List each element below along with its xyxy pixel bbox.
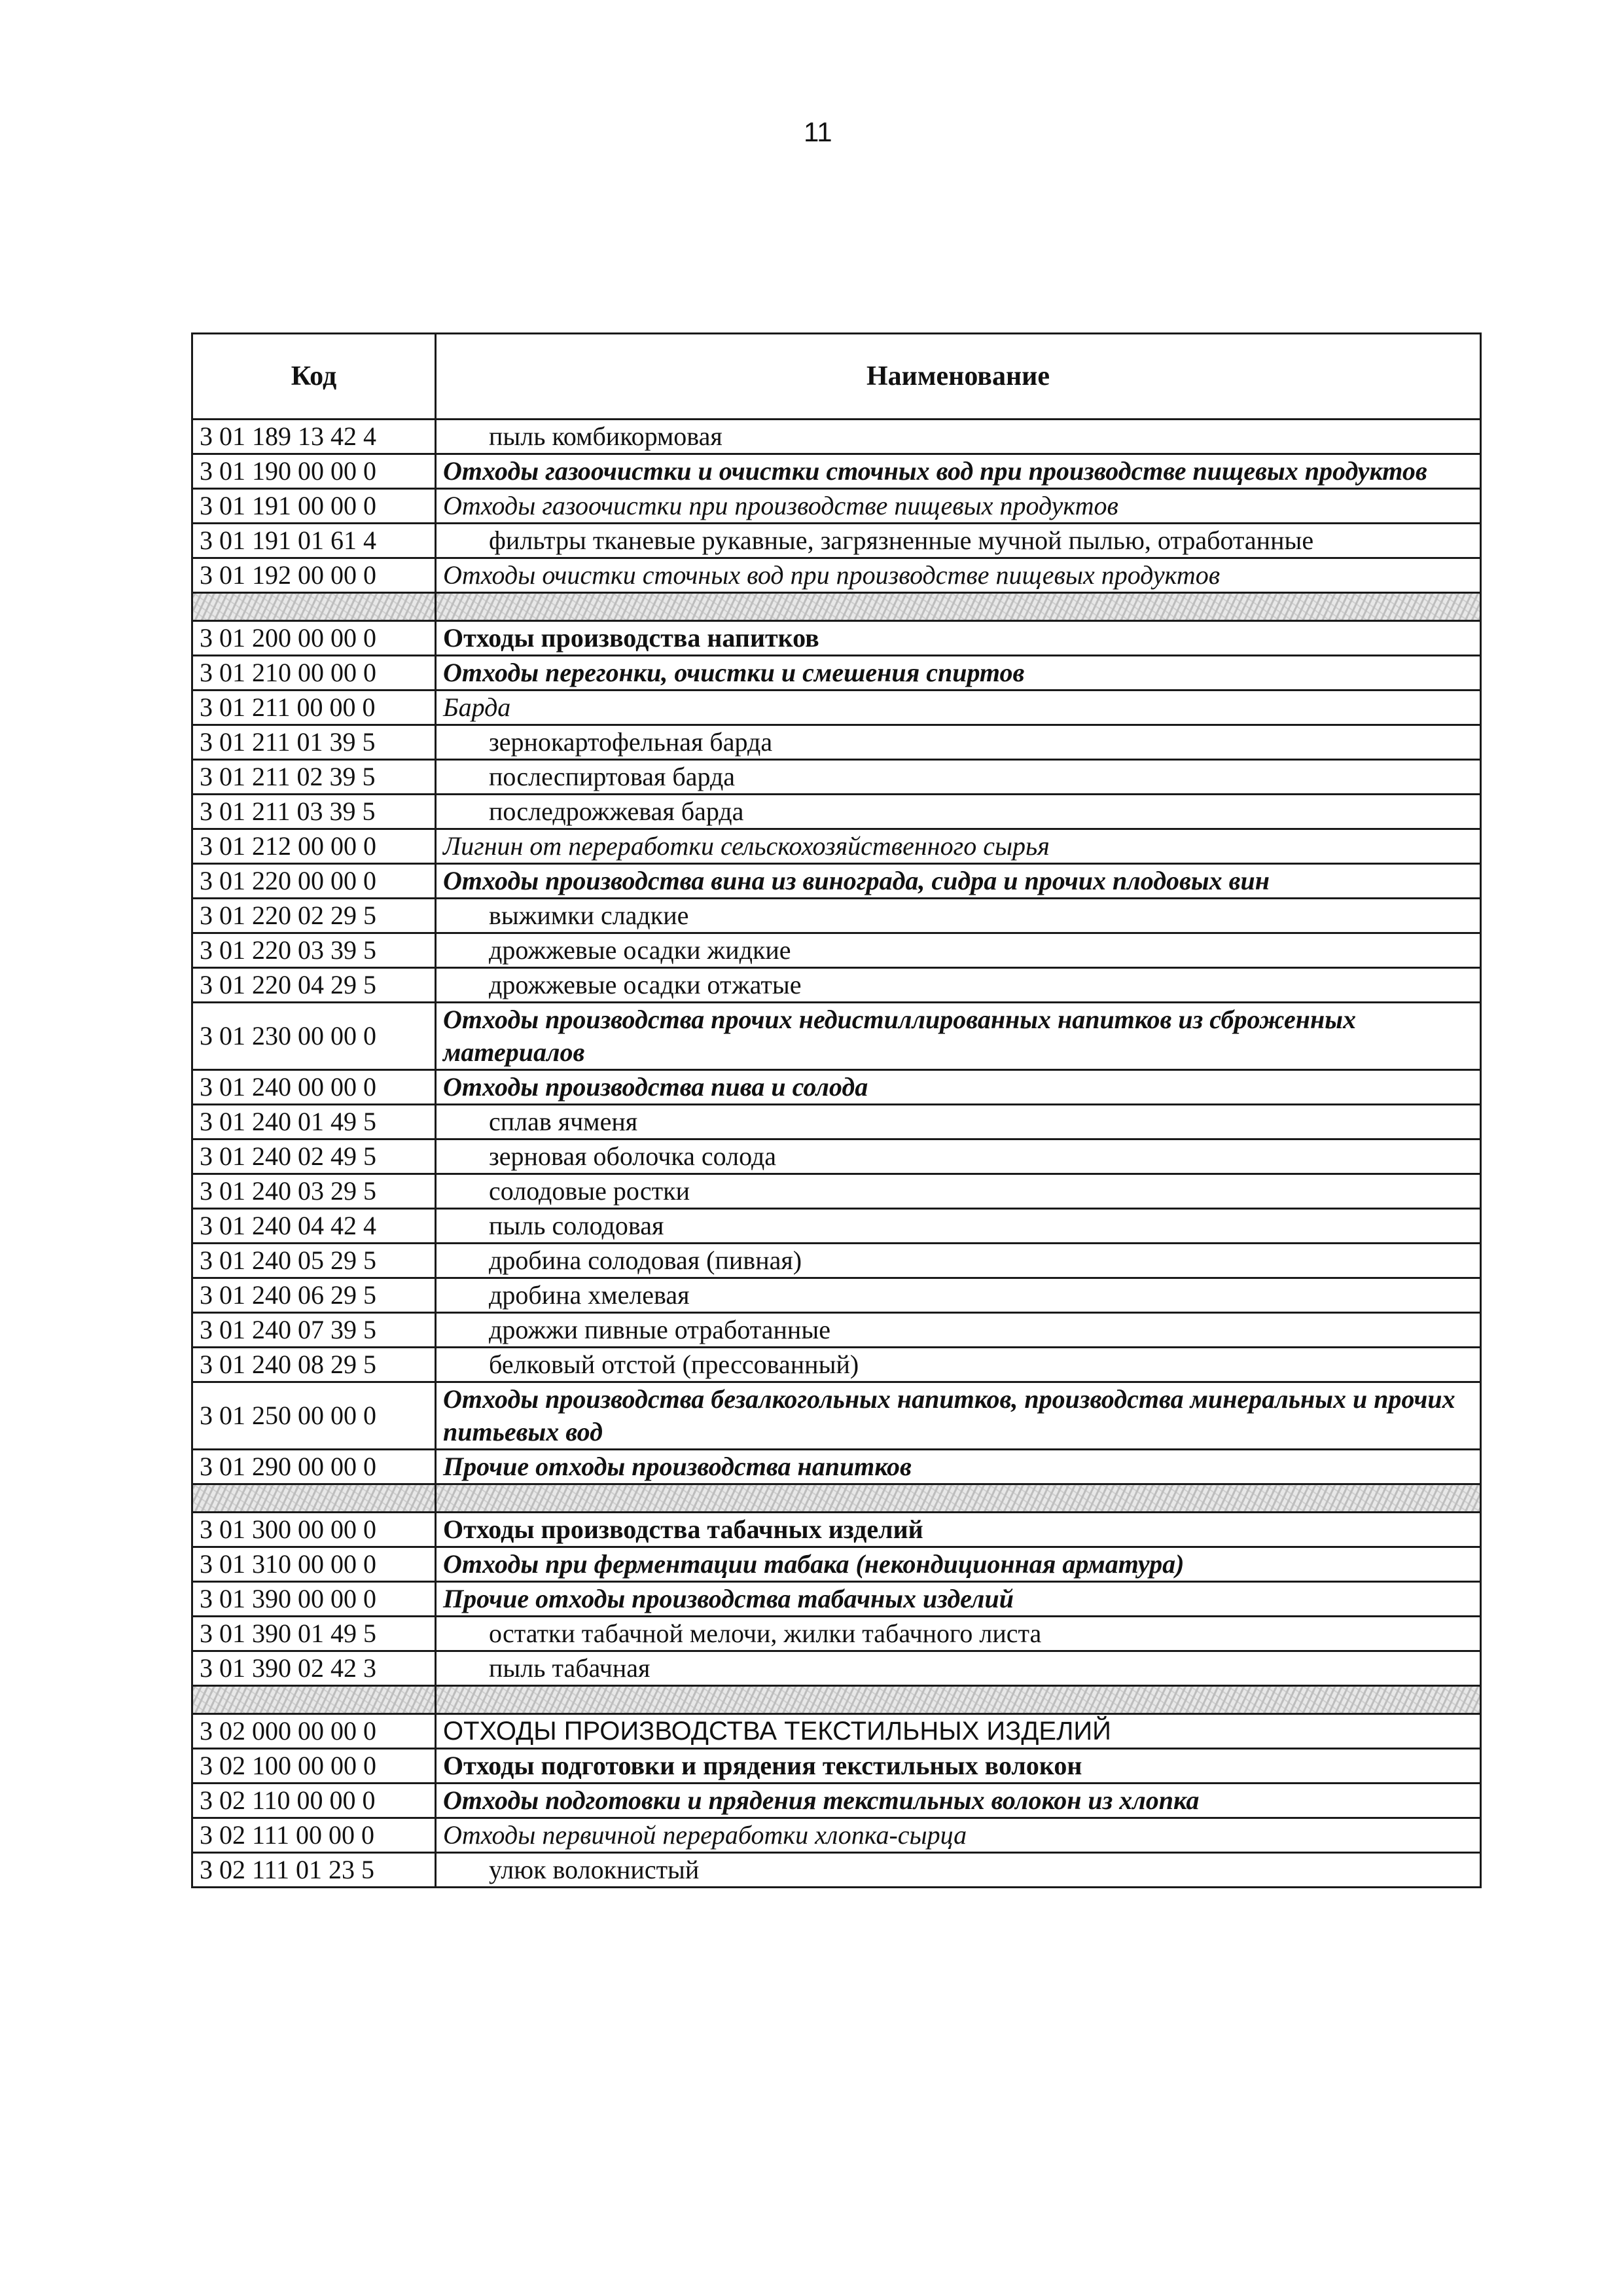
name-cell: Лигнин от переработки сельскохозяйственного сырья bbox=[436, 829, 1481, 864]
table-row bbox=[192, 656, 1481, 691]
code-cell: 3 01 190 00 00 0 bbox=[192, 454, 436, 489]
name-cell: Отходы очистки сточных вод при производстве пищевых продуктов bbox=[436, 558, 1481, 593]
divider-cell bbox=[192, 593, 436, 621]
table-row bbox=[192, 760, 1481, 795]
table-row bbox=[192, 1105, 1481, 1139]
table-row bbox=[192, 1818, 1481, 1853]
code-cell: 3 02 000 00 00 0 bbox=[192, 1714, 436, 1749]
code-cell: 3 01 300 00 00 0 bbox=[192, 1513, 436, 1547]
table-row bbox=[192, 1547, 1481, 1582]
name-cell: остатки табачной мелочи, жилки табачного листа bbox=[436, 1617, 1481, 1651]
name-cell: Отходы перегонки, очистки и смешения спиртов bbox=[436, 656, 1481, 691]
name-cell: дрожжевые осадки отжатые bbox=[436, 968, 1481, 1003]
waste-code-table bbox=[191, 332, 1482, 1888]
code-cell: 3 01 220 03 39 5 bbox=[192, 933, 436, 968]
code-cell: 3 01 240 03 29 5 bbox=[192, 1174, 436, 1209]
code-cell: 3 02 111 00 00 0 bbox=[192, 1818, 436, 1853]
code-cell: 3 01 220 02 29 5 bbox=[192, 899, 436, 933]
code-cell: 3 01 211 00 00 0 bbox=[192, 691, 436, 725]
code-cell: 3 01 250 00 00 0 bbox=[192, 1382, 436, 1450]
section-divider-row bbox=[192, 1686, 1481, 1714]
code-cell: 3 01 230 00 00 0 bbox=[192, 1003, 436, 1070]
table-header-row bbox=[192, 334, 1481, 420]
code-cell: 3 01 189 13 42 4 bbox=[192, 420, 436, 454]
table-row bbox=[192, 1003, 1481, 1070]
code-cell: 3 01 310 00 00 0 bbox=[192, 1547, 436, 1582]
name-cell: Прочие отходы производства напитков bbox=[436, 1450, 1481, 1484]
name-cell: выжимки сладкие bbox=[436, 899, 1481, 933]
table-row bbox=[192, 864, 1481, 899]
code-cell: 3 01 192 00 00 0 bbox=[192, 558, 436, 593]
code-cell: 3 01 390 00 00 0 bbox=[192, 1582, 436, 1617]
table-row bbox=[192, 1450, 1481, 1484]
table-row bbox=[192, 968, 1481, 1003]
name-cell: дрожжи пивные отработанные bbox=[436, 1313, 1481, 1348]
table-row bbox=[192, 829, 1481, 864]
table-row bbox=[192, 1784, 1481, 1818]
name-cell: пыль солодовая bbox=[436, 1209, 1481, 1244]
code-cell: 3 01 220 00 00 0 bbox=[192, 864, 436, 899]
name-cell: дробина солодовая (пивная) bbox=[436, 1244, 1481, 1278]
name-cell: дробина хмелевая bbox=[436, 1278, 1481, 1313]
header-code: Код bbox=[192, 334, 436, 420]
code-cell: 3 01 240 08 29 5 bbox=[192, 1348, 436, 1382]
name-cell: пыль комбикормовая bbox=[436, 420, 1481, 454]
name-cell: Отходы при ферментации табака (некондиционная арматура) bbox=[436, 1547, 1481, 1582]
name-cell: зернокартофельная барда bbox=[436, 725, 1481, 760]
name-cell: пыль табачная bbox=[436, 1651, 1481, 1686]
name-cell: Отходы газоочистки при производстве пищевых продуктов bbox=[436, 489, 1481, 524]
code-cell: 3 01 240 04 42 4 bbox=[192, 1209, 436, 1244]
code-cell: 3 01 220 04 29 5 bbox=[192, 968, 436, 1003]
code-cell: 3 01 390 01 49 5 bbox=[192, 1617, 436, 1651]
code-cell: 3 02 100 00 00 0 bbox=[192, 1749, 436, 1784]
name-cell: улюк волокнистый bbox=[436, 1853, 1481, 1888]
table-row bbox=[192, 933, 1481, 968]
code-cell: 3 01 240 07 39 5 bbox=[192, 1313, 436, 1348]
code-cell: 3 01 200 00 00 0 bbox=[192, 621, 436, 656]
table-row bbox=[192, 454, 1481, 489]
table-body bbox=[192, 420, 1481, 1888]
table-row bbox=[192, 1070, 1481, 1105]
table-row bbox=[192, 489, 1481, 524]
name-cell: Отходы подготовки и прядения текстильных волокон из хлопка bbox=[436, 1784, 1481, 1818]
name-cell: солодовые ростки bbox=[436, 1174, 1481, 1209]
code-cell: 3 01 191 01 61 4 bbox=[192, 524, 436, 558]
table-row bbox=[192, 1513, 1481, 1547]
divider-cell bbox=[192, 1484, 436, 1513]
name-cell: Отходы производства табачных изделий bbox=[436, 1513, 1481, 1547]
table-row bbox=[192, 1174, 1481, 1209]
code-cell: 3 02 111 01 23 5 bbox=[192, 1853, 436, 1888]
name-cell: Отходы первичной переработки хлопка-сырца bbox=[436, 1818, 1481, 1853]
table-row bbox=[192, 1313, 1481, 1348]
name-cell: Отходы производства безалкогольных напитков, производства минеральных и прочих питьевых вод bbox=[436, 1382, 1481, 1450]
code-cell: 3 01 240 06 29 5 bbox=[192, 1278, 436, 1313]
table-row bbox=[192, 1278, 1481, 1313]
code-cell: 3 01 390 02 42 3 bbox=[192, 1651, 436, 1686]
table-row bbox=[192, 1714, 1481, 1749]
divider-cell bbox=[436, 593, 1481, 621]
table-row bbox=[192, 1749, 1481, 1784]
divider-cell bbox=[436, 1484, 1481, 1513]
table-row bbox=[192, 899, 1481, 933]
code-cell: 3 01 240 01 49 5 bbox=[192, 1105, 436, 1139]
code-cell: 3 01 211 02 39 5 bbox=[192, 760, 436, 795]
name-cell: послеспиртовая барда bbox=[436, 760, 1481, 795]
table-row bbox=[192, 691, 1481, 725]
name-cell: последрожжевая барда bbox=[436, 795, 1481, 829]
code-cell: 3 01 191 00 00 0 bbox=[192, 489, 436, 524]
code-cell: 3 01 211 03 39 5 bbox=[192, 795, 436, 829]
name-cell: Отходы подготовки и прядения текстильных волокон bbox=[436, 1749, 1481, 1784]
code-cell: 3 01 240 02 49 5 bbox=[192, 1139, 436, 1174]
name-cell: зерновая оболочка солода bbox=[436, 1139, 1481, 1174]
name-cell: фильтры тканевые рукавные, загрязненные мучной пылью, отработанные bbox=[436, 524, 1481, 558]
name-cell: Отходы производства вина из винограда, сидра и прочих плодовых вин bbox=[436, 864, 1481, 899]
name-cell: ОТХОДЫ ПРОИЗВОДСТВА ТЕКСТИЛЬНЫХ ИЗДЕЛИЙ bbox=[436, 1714, 1481, 1749]
code-cell: 3 01 240 00 00 0 bbox=[192, 1070, 436, 1105]
code-cell: 3 01 290 00 00 0 bbox=[192, 1450, 436, 1484]
code-cell: 3 02 110 00 00 0 bbox=[192, 1784, 436, 1818]
name-cell: Отходы производства пива и солода bbox=[436, 1070, 1481, 1105]
code-cell: 3 01 211 01 39 5 bbox=[192, 725, 436, 760]
table-row bbox=[192, 1382, 1481, 1450]
page-number: 11 bbox=[804, 117, 832, 147]
table-row bbox=[192, 1853, 1481, 1888]
divider-cell bbox=[192, 1686, 436, 1714]
name-cell: Прочие отходы производства табачных изделий bbox=[436, 1582, 1481, 1617]
name-cell: Отходы производства прочих недистиллированных напитков из сброженных материалов bbox=[436, 1003, 1481, 1070]
name-cell: Отходы производства напитков bbox=[436, 621, 1481, 656]
table-row bbox=[192, 1139, 1481, 1174]
name-cell: Отходы газоочистки и очистки сточных вод при производстве пищевых продуктов bbox=[436, 454, 1481, 489]
table-row bbox=[192, 1582, 1481, 1617]
code-cell: 3 01 212 00 00 0 bbox=[192, 829, 436, 864]
table-row bbox=[192, 795, 1481, 829]
table-row bbox=[192, 725, 1481, 760]
divider-cell bbox=[436, 1686, 1481, 1714]
code-cell: 3 01 210 00 00 0 bbox=[192, 656, 436, 691]
table-row bbox=[192, 1651, 1481, 1686]
table-row bbox=[192, 558, 1481, 593]
code-cell: 3 01 240 05 29 5 bbox=[192, 1244, 436, 1278]
name-cell: сплав ячменя bbox=[436, 1105, 1481, 1139]
table-row bbox=[192, 1617, 1481, 1651]
table-row bbox=[192, 621, 1481, 656]
section-divider-row bbox=[192, 1484, 1481, 1513]
section-divider-row bbox=[192, 593, 1481, 621]
name-cell: дрожжевые осадки жидкие bbox=[436, 933, 1481, 968]
name-cell: Барда bbox=[436, 691, 1481, 725]
table-row bbox=[192, 1244, 1481, 1278]
table-row bbox=[192, 420, 1481, 454]
table-row bbox=[192, 524, 1481, 558]
header-name: Наименование bbox=[436, 334, 1481, 420]
table-row bbox=[192, 1348, 1481, 1382]
table-row bbox=[192, 1209, 1481, 1244]
name-cell: белковый отстой (прессованный) bbox=[436, 1348, 1481, 1382]
